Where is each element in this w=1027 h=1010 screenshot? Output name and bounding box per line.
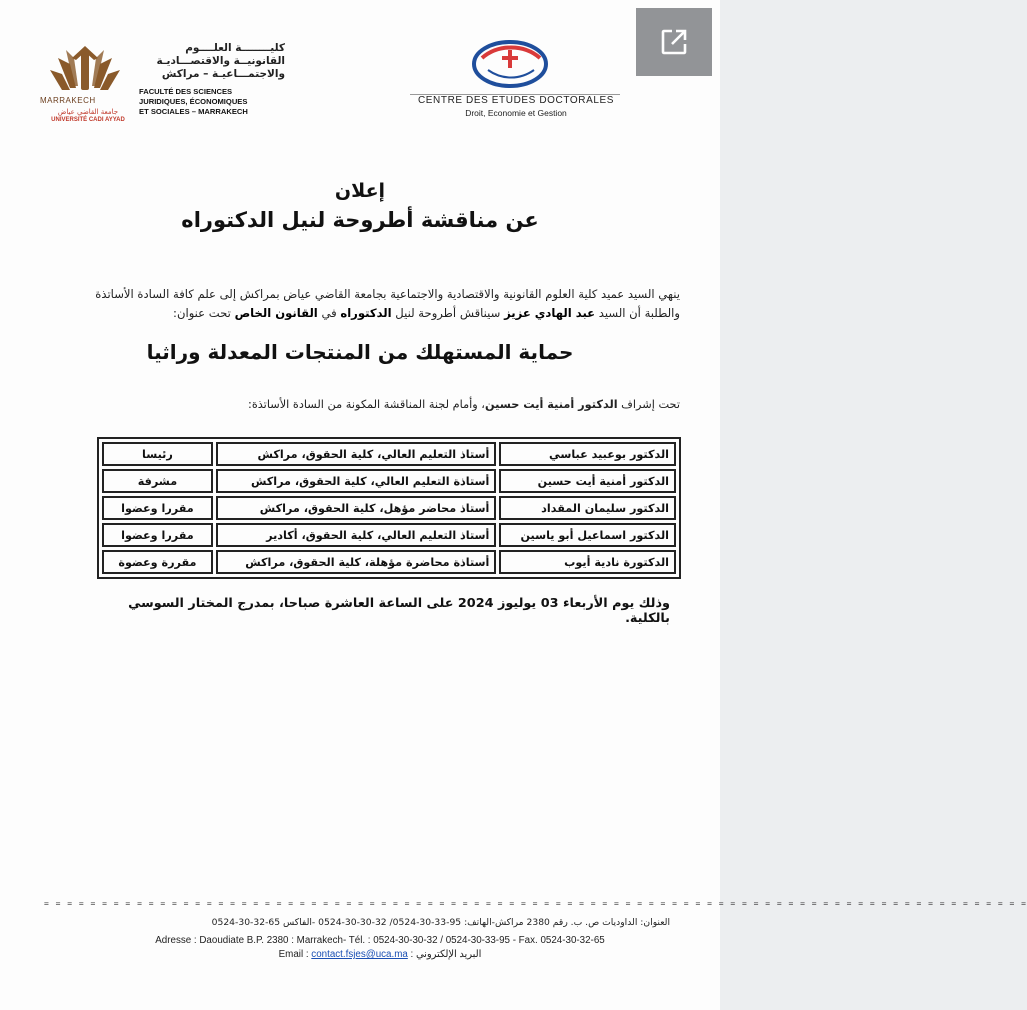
intro-text: ينهي السيد عميد كلية العلوم القانونية والاقتصادية والاجتماعية بجامعة القاضي عياض بمراكش إلى علم كافة السادة الأساتذة والطلبة أن السيد <box>95 287 680 320</box>
footer-divider: = = = = = = = = = = = = = = = = = = = = = = = = = = = = = = = = = = = = = = = = = = = = = = = = = = = = = = = = = = = = = = = = = = = = = = = = = = = = = = = = = = = = = <box>44 899 1027 908</box>
intro-text: في <box>317 306 341 320</box>
candidate-name: عبد الهادي عزيز <box>504 306 596 320</box>
table-row <box>102 550 676 574</box>
jury-title: أستاذ محاضر مؤهل، كلية الحقوق، مراكش <box>216 496 497 520</box>
marrakech-label: MARRAKECH <box>40 96 96 105</box>
faculty-fr-line: ET SOCIALES – MARRAKECH <box>139 107 248 116</box>
degree: الدكتوراه <box>340 306 392 320</box>
university-name-fr: UNIVERSITÉ CADI AYYAD <box>51 117 125 123</box>
faculty-name-ar <box>135 42 285 81</box>
footer-address-ar: العنوان: الداوديات ص. ب. رقم 2380 مراكش-الهاتف: 95-33-30-0524/ 32-30-30-0524 -الفاكس 65-32-30-0524 <box>211 917 670 928</box>
faculty-fr-line: JURIDIQUES, ÉCONOMIQUES <box>139 97 248 106</box>
intro-text: تحت عنوان: <box>173 306 235 320</box>
email-label-ar: : البريد الإلكتروني <box>407 949 482 960</box>
table-row <box>102 523 676 547</box>
intro-text: سيناقش أطروحة لنيل <box>391 306 505 320</box>
faculty-name-fr <box>139 87 309 117</box>
supervision-text: تحت إشراف <box>617 398 680 411</box>
specialty: القانون الخاص <box>234 306 318 320</box>
jury-name: الدكتورة نادية أيوب <box>499 550 676 574</box>
intro-paragraph <box>70 285 680 323</box>
jury-role: رئيسا <box>102 442 213 466</box>
jury-name: الدكتور سليمان المقداد <box>499 496 676 520</box>
jury-name: الدكتور اسماعيل أبو ياسين <box>499 523 676 547</box>
table-row <box>102 442 676 466</box>
footer-email <box>90 949 670 960</box>
jury-role: مشرفة <box>102 469 213 493</box>
jury-table <box>97 437 681 579</box>
table-row <box>102 469 676 493</box>
university-name-ar: جامعة القاضي عياض <box>57 108 119 116</box>
expand-icon <box>659 27 689 57</box>
faculty-header <box>40 38 290 128</box>
announcement-title: إعلان <box>334 180 386 202</box>
table-row <box>102 496 676 520</box>
expand-button[interactable] <box>636 8 712 76</box>
jury-title: أستاذ التعليم العالي، كلية الحقوق، مراكش <box>216 442 497 466</box>
jury-name: الدكتور أمنية أيت حسين <box>499 469 676 493</box>
email-label: Email : <box>278 949 312 960</box>
thesis-title: حماية المستهلك من المنتجات المعدلة وراثيا <box>146 340 574 364</box>
faculty-ar-line: القانونيــة والاقتصـــاديـة <box>156 55 285 67</box>
faculty-fr-line: FACULTÉ DES SCIENCES <box>139 87 233 96</box>
supervisor-name: الدكتور أمنية أيت حسين <box>484 398 618 411</box>
supervision-text: ، وأمام لجنة المناقشة المكونة من السادة الأساتذة: <box>248 398 485 411</box>
supervision-line <box>100 398 680 411</box>
ced-subtitle: Droit, Economie et Gestion <box>465 108 567 118</box>
ced-logo-icon <box>468 36 552 92</box>
email-link[interactable]: contact.fsjes@uca.ma <box>311 949 408 960</box>
jury-role: مقررة وعضوة <box>102 550 213 574</box>
jury-title: أستاذة محاضرة مؤهلة، كلية الحقوق، مراكش <box>216 550 497 574</box>
announcement-subtitle: عن مناقشة أطروحة لنيل الدكتوراه <box>181 208 539 232</box>
jury-title: أستاذ التعليم العالي، كلية الحقوق، أكادير <box>216 523 497 547</box>
jury-name: الدكتور بوعبيد عباسي <box>499 442 676 466</box>
jury-role: مقررا وعضوا <box>102 523 213 547</box>
schedule-text: وذلك يوم الأربعاء 03 يوليوز 2024 على الساعة العاشرة صباحا، بمدرج المختار السوسي بالكلية. <box>128 596 670 626</box>
faculty-ar-line: كليــــــــة العلــــوم <box>185 42 285 54</box>
jury-title: أستاذة التعليم العالي، كلية الحقوق، مراكش <box>216 469 497 493</box>
footer-address-fr: Adresse : Daoudiate B.P. 2380 : Marrakech- Tél. : 0524-30-30-32 / 0524-30-33-95 - Fax. 0524-30-32-65 <box>155 935 605 946</box>
faculty-ar-line: والاجتمـــاعيـة – مراكش <box>161 68 285 80</box>
jury-role: مقررا وعضوا <box>102 496 213 520</box>
ced-title: CENTRE DES ETUDES DOCTORALES <box>417 95 615 106</box>
